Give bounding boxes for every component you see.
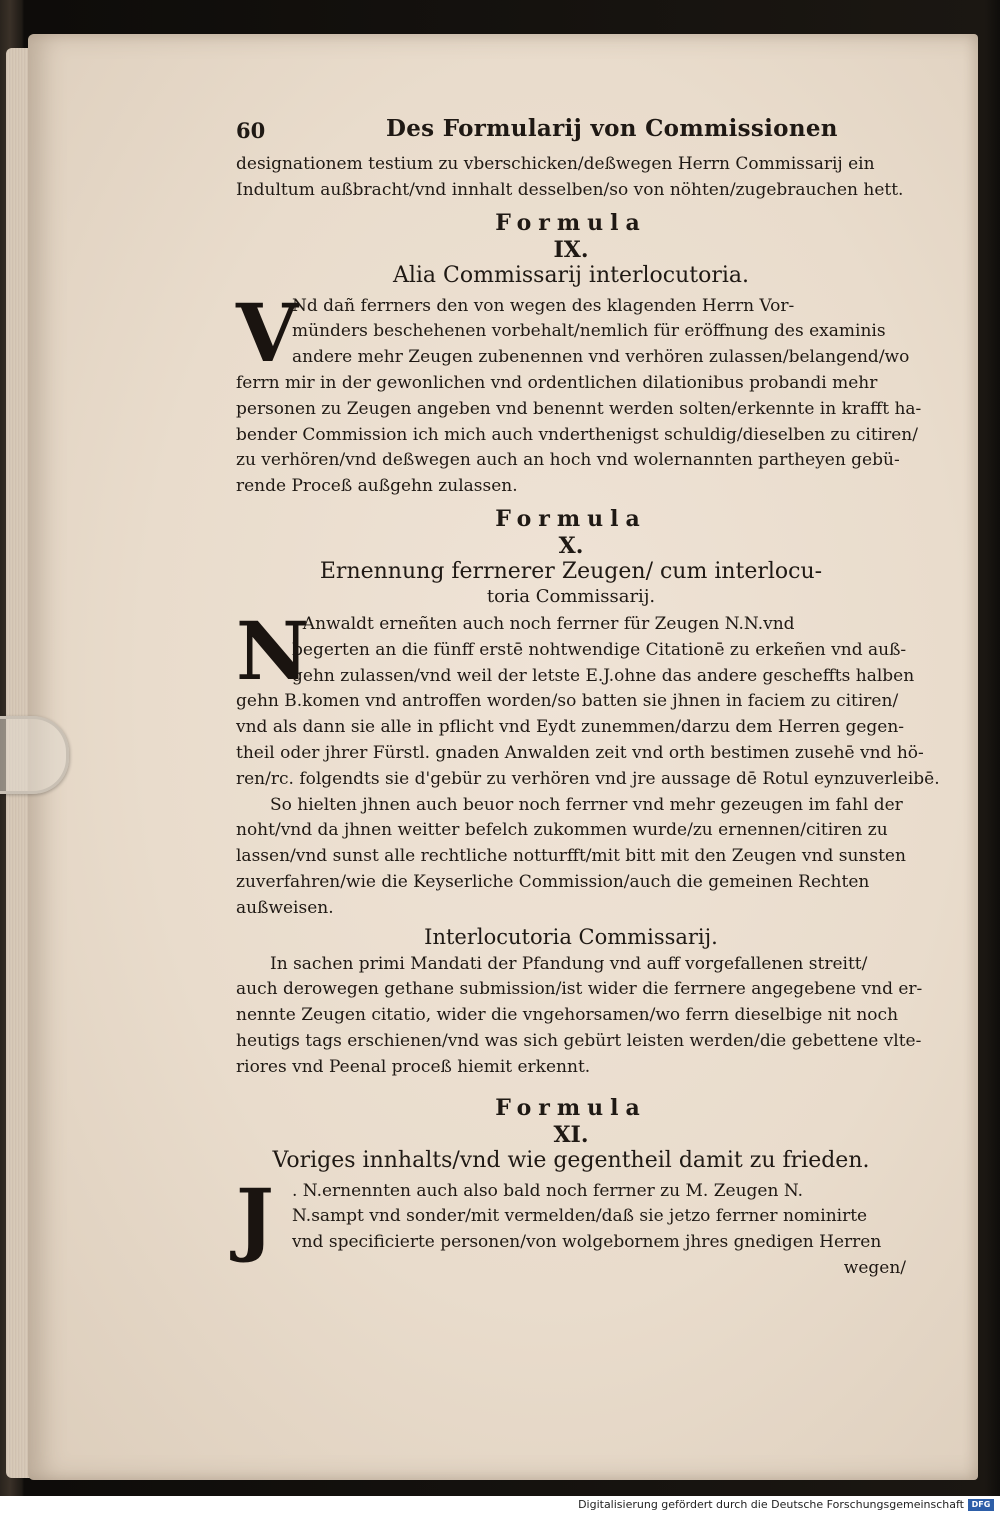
- text-line: zuverfahren/wie die Keyserliche Commission/auch die gemeinen Rechten: [236, 871, 870, 892]
- section-title: Alia Commissarij interlocutoria.: [392, 262, 750, 288]
- section-body: [236, 1170, 906, 1282]
- text-line: münders beschehenen vorbehalt/nemlich für eröffnung des examinis: [292, 321, 886, 342]
- dropcap-initial: N: [236, 603, 310, 698]
- text-line: Nd dañ ferrners den von wegen des klagenden Herrn Vor-: [292, 295, 795, 316]
- paragraph: [236, 952, 923, 1081]
- text-line: bender Commission ich mich auch vnderthenigst schuldig/dieselben zu citiren/: [236, 424, 918, 445]
- section-body: [236, 285, 922, 500]
- text-line: auch derowegen gethane submission/ist wider die ferrnere angegebene vnd er-: [236, 979, 923, 1000]
- text-line: theil oder jhrer Fürstl. gnaden Anwalden zeit vnd orth bestimen zusehē vnd hö-: [236, 742, 924, 763]
- section-body: [236, 603, 940, 793]
- text-line: gehn zulassen/vnd weil der letste E.J.ohne das andere gescheffts halben: [292, 665, 915, 686]
- formula-heading: Formula: [495, 1094, 647, 1121]
- footer-bar: [0, 1496, 1000, 1514]
- text-line: noht/vnd da jhnen weitter befelch zukommen wurde/zu ernennen/citiren zu: [236, 820, 888, 841]
- formula-number: X.: [558, 532, 584, 559]
- text-line: In sachen primi Mandati der Pfandung vnd auff vorgefallenen streitt/: [270, 953, 868, 974]
- formula-number: XI.: [553, 1121, 589, 1148]
- page-clip: [0, 716, 69, 794]
- text-line: nennte Zeugen citatio, wider die vngehorsamen/wo ferrn dieselbige nit noch: [236, 1005, 899, 1026]
- footer-credit: Digitalisierung gefördert durch die Deutsche Forschungsgemeinschaft: [578, 1498, 964, 1511]
- text-line: rende Proceß außgehn zulassen.: [236, 476, 518, 497]
- intro-paragraph: [236, 152, 906, 204]
- page-text: [236, 112, 940, 1282]
- running-title: Des Formularij von Commissionen: [386, 115, 838, 142]
- text-line: gehn B.komen vnd antroffen worden/so batten sie jhnen in faciem zu citiren/: [236, 691, 899, 712]
- text-line: außweisen.: [236, 897, 334, 918]
- text-line: So hielten jhnen auch beuor noch ferrner vnd mehr gezeugen im fahl der: [270, 794, 903, 815]
- text-line: Indultum außbracht/vnd innhalt desselben/so von nöhten/zugebrauchen hett.: [236, 179, 904, 200]
- text-line: riores vnd Peenal proceß hiemit erkennt.: [236, 1056, 591, 1077]
- text-line: lassen/vnd sunst alle rechtliche notturfft/mit bitt mit den Zeugen vnd sunsten: [236, 846, 906, 867]
- text-line: begerten an die fünff erstē nohtwendige Citationē zu erkeñen vnd auß-: [292, 639, 907, 660]
- text-line: ferrn mir in der gewonlichen vnd ordentlichen dilationibus probandi mehr: [236, 372, 878, 393]
- text-line: . N.ernennten auch also bald noch ferrner zu M. Zeugen N.: [292, 1180, 804, 1201]
- text-line: personen zu Zeugen angeben vnd benennt werden solten/erkennte in krafft ha-: [236, 398, 922, 419]
- catchword: wegen/: [843, 1257, 906, 1278]
- dropcap-initial: J: [236, 1170, 274, 1265]
- text-line: designationem testium zu vberschicken/deßwegen Herrn Commissarij ein: [236, 154, 875, 174]
- text-line: zu verhören/vnd deßwegen auch an hoch vnd wolernannten partheyen gebü-: [236, 450, 900, 471]
- section-title-continued: toria Commissarij.: [486, 585, 656, 607]
- paragraph: [236, 793, 906, 922]
- formula-heading: Formula: [495, 505, 647, 532]
- page-header: [236, 112, 906, 152]
- formula-heading: Formula: [495, 209, 647, 236]
- page-number: 60: [236, 118, 266, 143]
- text-line: . Anwaldt erneñten auch noch ferrner für Zeugen N.N.vnd: [292, 613, 795, 634]
- subheading: Interlocutoria Commissarij.: [424, 924, 718, 949]
- text-line: andere mehr Zeugen zubenennen vnd verhören zulassen/belangend/wo: [292, 347, 910, 368]
- text-line: vnd als dann sie alle in pflicht vnd Eydt zunemmen/darzu dem Herren gegen-: [236, 717, 905, 738]
- dropcap-initial: V: [236, 285, 299, 380]
- section-title: Ernennung ferrnerer Zeugen/ cum interlocu-: [319, 558, 823, 584]
- section-title: Voriges innhalts/vnd wie gegentheil damit zu frieden.: [272, 1147, 870, 1173]
- text-line: ren/rc. folgendts sie d'gebür zu verhören vnd jre aussage dē Rotul eynzuverleibē.: [236, 768, 940, 789]
- text-line: N.sampt vnd sonder/mit vermelden/daß sie jetzo ferrner nominirte: [292, 1206, 868, 1227]
- formula-number: IX.: [553, 236, 589, 263]
- dfg-logo-icon: DFG: [968, 1499, 994, 1511]
- text-line: heutigs tags erschienen/vnd was sich gebürt leisten werden/die gebettene vlte-: [236, 1030, 922, 1051]
- text-line: vnd specificierte personen/von wolgebornem jhres gnedigen Herren: [292, 1232, 882, 1253]
